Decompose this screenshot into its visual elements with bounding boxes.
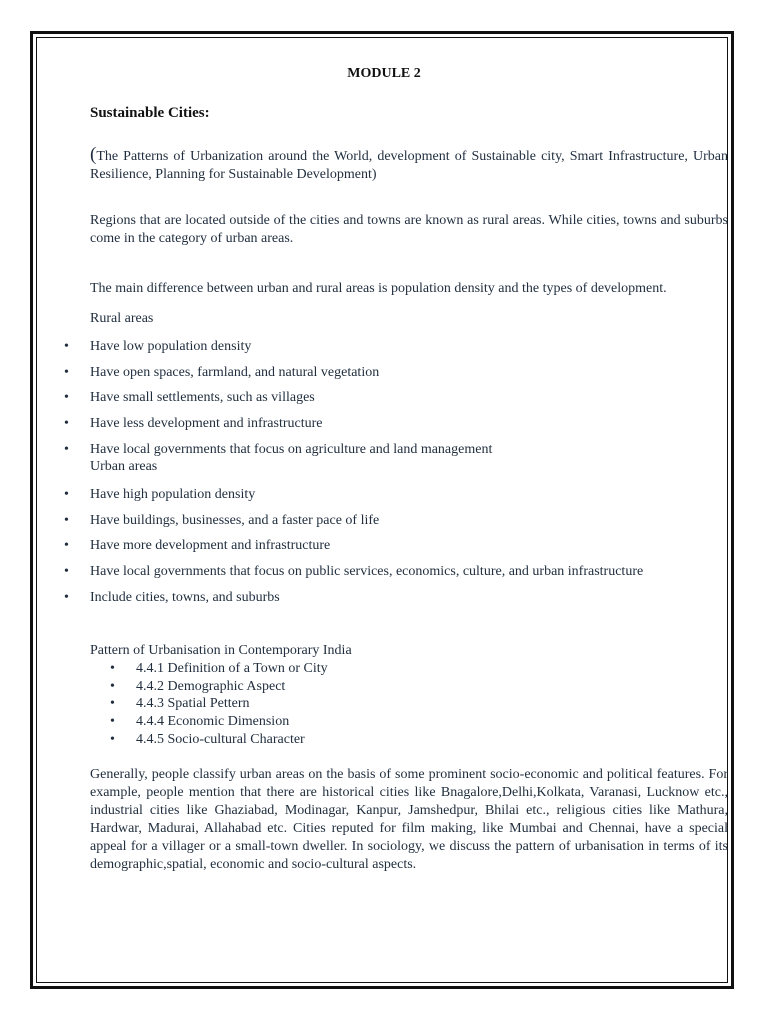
list-item-text: Have buildings, businesses, and a faster pace of life	[90, 513, 380, 528]
list-item-text: Have less development and infrastructure	[90, 416, 323, 431]
bullet-dot: •	[64, 487, 69, 502]
bullet-dot: •	[64, 339, 69, 354]
list-item-text: Have small settlements, such as villages	[90, 390, 315, 405]
bullet-dot: •	[64, 513, 69, 528]
bullet-dot: •	[64, 590, 69, 605]
bullet-dot: •	[64, 564, 69, 579]
bullet-dot: •	[64, 365, 69, 380]
bullet-dot: •	[110, 732, 115, 747]
difference-paragraph: The main difference between urban and rural areas is population density and the types of development.	[90, 281, 667, 296]
intro-open-paren: (	[90, 144, 97, 165]
list-item-text: 4.4.1 Definition of a Town or City	[136, 661, 328, 676]
rural-label: Rural areas	[90, 311, 154, 326]
bullet-dot: •	[110, 714, 115, 729]
list-item-text: 4.4.5 Socio-cultural Character	[136, 732, 305, 747]
section-heading: Sustainable Cities:	[90, 105, 210, 121]
urban-label: Urban areas	[90, 459, 158, 474]
list-item-text: 4.4.2 Demographic Aspect	[136, 679, 286, 694]
list-item-text: Have low population density	[90, 339, 252, 354]
bullet-dot: •	[110, 679, 115, 694]
list-item-text: 4.4.4 Economic Dimension	[136, 714, 290, 729]
list-item-text: Have local governments that focus on public services, economics, culture, and urban infrastructure	[90, 564, 644, 579]
list-item-text: Have local governments that focus on agriculture and land management	[90, 442, 493, 457]
list-item-text: Include cities, towns, and suburbs	[90, 590, 280, 605]
bullet-dot: •	[110, 696, 115, 711]
bullet-dot: •	[110, 661, 115, 676]
bullet-dot: •	[64, 538, 69, 553]
module-title: MODULE 2	[347, 66, 421, 81]
closing-paragraph: Generally, people classify urban areas on the basis of some prominent socio-economic and political features. For example, people mention that there are historical cities like Bnagalore,Delhi,Kolkata, Varanasi, Lucknow etc., industrial cities like Ghaziabad, Modinagar, Kanpur, Jamshedpur, Bhilai etc., religious cities like Mathura, Hardwar, Madurai, Allahabad etc. Cities reputed for film making, like Mumbai and Chennai, have a special appeal for a villager or a small-town dweller. In sociology, we discuss the pattern of urbanisation in terms of its demographic,spatial, economic and socio-cultural aspects.	[90, 767, 728, 872]
intro-paragraph	[90, 146, 728, 184]
bullet-dot: •	[64, 390, 69, 405]
bullet-dot: •	[64, 416, 69, 431]
regions-paragraph: Regions that are located outside of the cities and towns are known as rural areas. While cities, towns and suburbs come in the category of urban areas.	[90, 213, 728, 246]
list-item-text: Have high population density	[90, 487, 256, 502]
list-item-text: Have open spaces, farmland, and natural vegetation	[90, 365, 380, 380]
list-item-text: Have more development and infrastructure	[90, 538, 331, 553]
intro-text: The Patterns of Urbanization around the World, development of Sustainable city, Smart Infrastructure, Urban Resilience, Planning for Sustainable Development)	[90, 149, 728, 182]
india-heading: Pattern of Urbanisation in Contemporary India	[90, 643, 352, 658]
list-item-text: 4.4.3 Spatial Pettern	[136, 696, 250, 711]
bullet-dot: •	[64, 442, 69, 457]
